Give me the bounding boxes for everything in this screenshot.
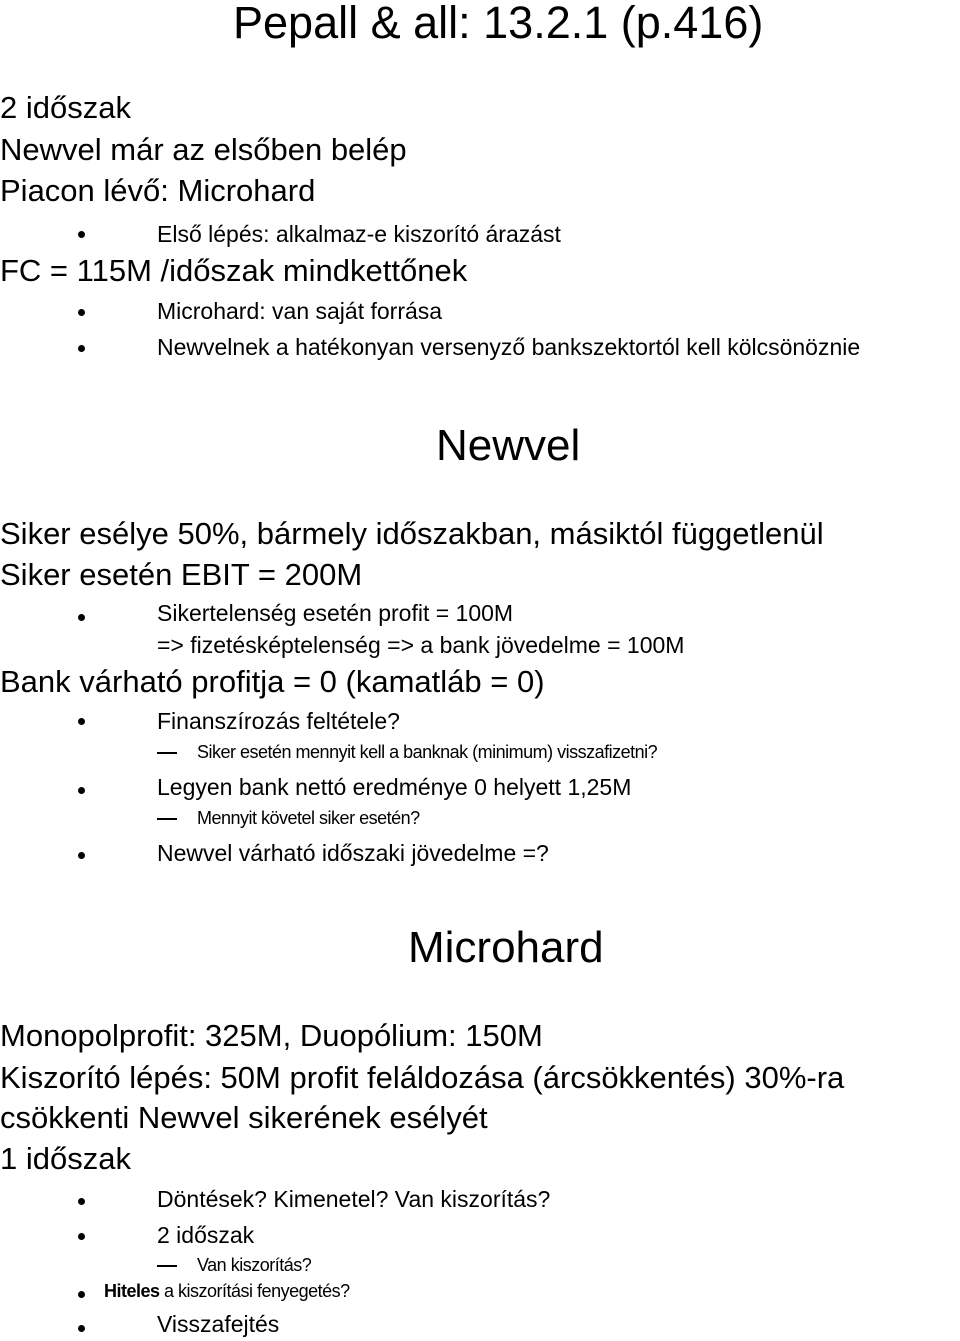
intro-line: FC = 115M /időszak mindkettőnek [0,253,468,288]
intro-line: Newvel már az elsőben belép [0,132,407,167]
section-heading-microhard: Microhard [408,923,604,972]
microhard-line: Monopolprofit: 325M, Duopólium: 150M [0,1018,543,1053]
page-title: Pepall & all: 13.2.1 (p.416) [233,0,764,48]
microhard-line: Kiszorító lépés: 50M profit feláldozása (árcsökkentés) 30%-ra [0,1060,845,1095]
intro-line: Piacon lévő: Microhard [0,173,316,208]
microhard-bullet: Döntések? Kimenetel? Van kiszorítás? [157,1186,551,1212]
microhard-subbullet: Van kiszorítás? [197,1255,312,1275]
newvel-line: Siker esélye 50%, bármely időszakban, másiktól függetlenül [0,516,824,551]
bullet-icon [78,1233,85,1240]
newvel-bullet: Legyen bank nettó eredménye 0 helyett 1,25M [157,774,632,800]
dash-icon [157,818,177,820]
dash-icon [157,752,177,754]
intro-bullet: Első lépés: alkalmaz-e kiszorító árazást [157,221,561,247]
dash-icon [157,1265,177,1267]
newvel-subbullet: Mennyit követel siker esetén? [197,808,420,828]
newvel-line: Siker esetén EBIT = 200M [0,557,363,592]
bullet-icon [78,614,85,621]
section-heading-newvel: Newvel [436,421,581,470]
bullet-icon [78,309,85,316]
bullet-icon [78,1198,85,1205]
microhard-line: csökkenti Newvel sikerének esélyét [0,1100,488,1135]
bullet-icon [78,1291,85,1298]
intro-bullet: Microhard: van saját forrása [157,298,443,324]
microhard-line: 1 időszak [0,1141,131,1176]
emphasis-text: Hiteles [104,1281,160,1301]
microhard-bullet: Visszafejtés [157,1311,280,1337]
microhard-bullet: 2 időszak [157,1222,255,1248]
bullet-icon [78,345,85,352]
bullet-icon [78,231,85,238]
bullet-icon [78,852,85,859]
newvel-bullet: Sikertelenség esetén profit = 100M [157,600,514,626]
newvel-line: Bank várható profitja = 0 (kamatláb = 0) [0,664,545,699]
bullet-icon [78,1325,85,1332]
bullet-text: a kiszorítási fenyegetés? [159,1281,350,1301]
newvel-bullet: Finanszírozás feltétele? [157,708,400,734]
microhard-bullet-small [104,1282,350,1300]
newvel-bullet-cont: => fizetésképtelenség => a bank jövedelme = 100M [157,632,685,658]
intro-line: 2 időszak [0,90,131,125]
intro-bullet: Newvelnek a hatékonyan versenyző bankszektortól kell kölcsönöznie [157,334,861,360]
bullet-icon [78,787,85,794]
newvel-bullet: Newvel várható időszaki jövedelme =? [157,840,549,866]
newvel-subbullet: Siker esetén mennyit kell a banknak (minimum) visszafizetni? [197,742,658,762]
bullet-icon [78,718,85,725]
